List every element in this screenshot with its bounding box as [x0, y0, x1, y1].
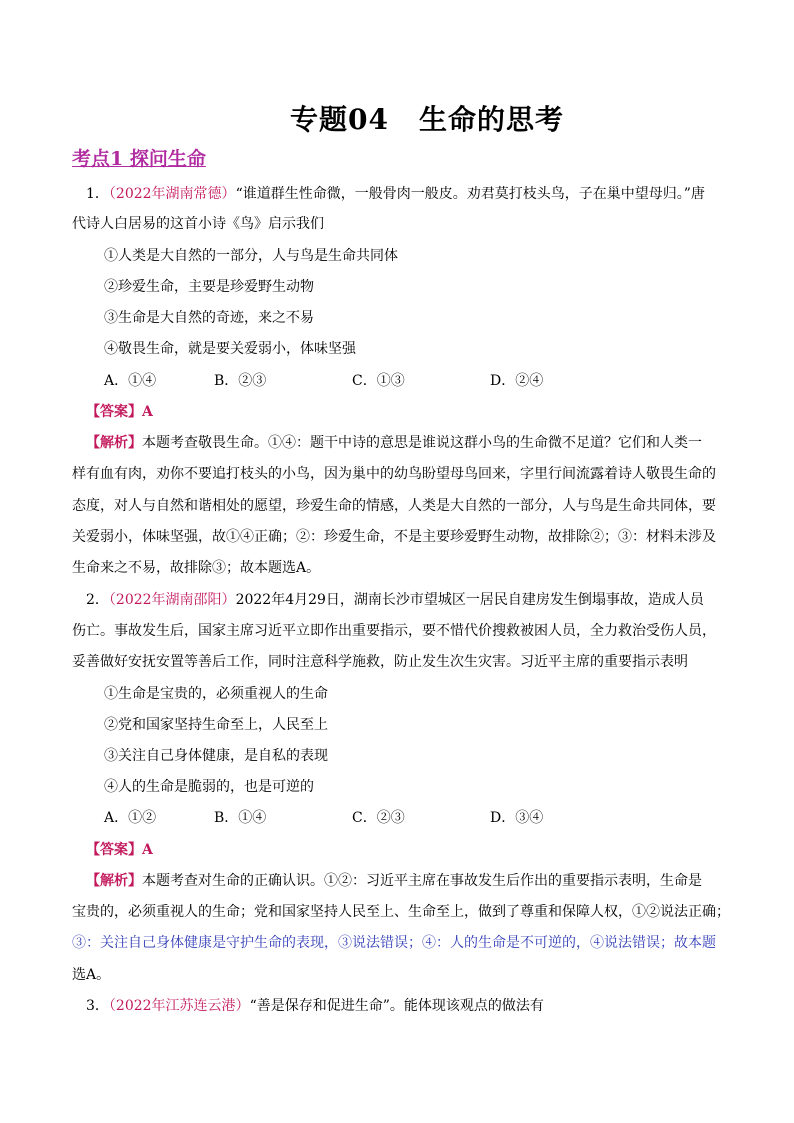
- list-item: ③关注自己身体健康，是自私的表现: [104, 748, 328, 764]
- list-item: ①生命是宝贵的，必须重视人的生命: [104, 686, 328, 702]
- question-2-options: A．①② B．①④ C．②③ D．③④: [104, 810, 544, 826]
- question-2-stem-cont: 妥善做好安抚安置等善后工作，同时注意科学施救，防止发生次生灾害。习近平主席的重要指示表明: [72, 654, 688, 670]
- analysis-line: 选A。: [72, 967, 111, 983]
- analysis-line: 生命来之不易，故排除③；故本题选A。: [72, 560, 321, 576]
- list-item: ②党和国家坚持生命至上，人民至上: [104, 717, 328, 733]
- list-item: ③生命是大自然的奇迹，来之不易: [104, 310, 314, 326]
- question-source: （2022年湖南邵阳）: [108, 592, 236, 608]
- list-item: ④敬畏生命，就是要关爱弱小，体味坚强: [104, 341, 356, 357]
- analysis-line: ③：关注自己身体健康是守护生命的表现，③说法错误；④：人的生命是不可逆的，④说法错误；故本题: [72, 935, 716, 951]
- section-heading: 考点1 探问生命: [72, 148, 206, 170]
- list-item: ④人的生命是脆弱的，也是可逆的: [104, 779, 314, 795]
- question-1-analysis: 【解析】本题考查敬畏生命。①④：题干中诗的意思是谁说这群小鸟的生命微不足道？它们和人类一: [86, 435, 702, 451]
- question-1-stem-cont: 代诗人白居易的这首小诗《鸟》启示我们: [72, 216, 324, 232]
- question-1-options: A．①④ B．②③ C．①③ D．②④: [104, 373, 544, 389]
- question-source: （2022年湖南常德）: [108, 186, 236, 202]
- question-1-stem: 1．（2022年湖南常德）“谁道群生性命微，一般骨肉一般皮。劝君莫打枝头鸟，子在巢中望母归。”唐: [86, 186, 705, 202]
- analysis-line: 宝贵的，必须重视人的生命；党和国家坚持人民至上、生命至上，做到了尊重和保障人权，①②说法正确；: [72, 904, 730, 920]
- list-item: ②珍爱生命，主要是珍爱野生动物: [104, 279, 314, 295]
- question-2-answer: 【答案】A: [86, 842, 153, 858]
- question-2-analysis: 【解析】本题考查对生命的正确认识。①②：习近平主席在事故发生后作出的重要指示表明，生命是: [86, 873, 702, 889]
- question-1-answer: 【答案】A: [86, 404, 153, 420]
- analysis-line: 态度，对人与自然和谐相处的愿望，珍爱生命的情感，人类是大自然的一部分，人与鸟是生命共同体，要: [72, 498, 716, 514]
- question-source: （2022年江苏连云港）: [108, 998, 250, 1014]
- analysis-line: 样有血有肉，劝你不要追打枝头的小鸟，因为巢中的幼鸟盼望母鸟回来，字里行间流露着诗人敬畏生命的: [72, 466, 716, 482]
- question-3-stem: 3．（2022年江苏连云港）“善是保存和促进生命”。能体现该观点的做法有: [86, 998, 544, 1014]
- page-title: 专题04 生命的思考: [290, 103, 564, 136]
- question-2-stem: 2．（2022年湖南邵阳）2022年4月29日，湖南长沙市望城区一居民自建房发生倒塌事故，造成人员: [86, 592, 704, 608]
- question-2-stem-cont: 伤亡。事故发生后，国家主席习近平立即作出重要指示，要不惜代价搜救被困人员，全力救治受伤人员，: [72, 623, 716, 639]
- list-item: ①人类是大自然的一部分，人与鸟是生命共同体: [104, 248, 398, 264]
- analysis-line: 关爱弱小，体味坚强，故①④正确；②：珍爱生命，不是主要珍爱野生动物，故排除②；③：材料未涉及: [72, 529, 716, 545]
